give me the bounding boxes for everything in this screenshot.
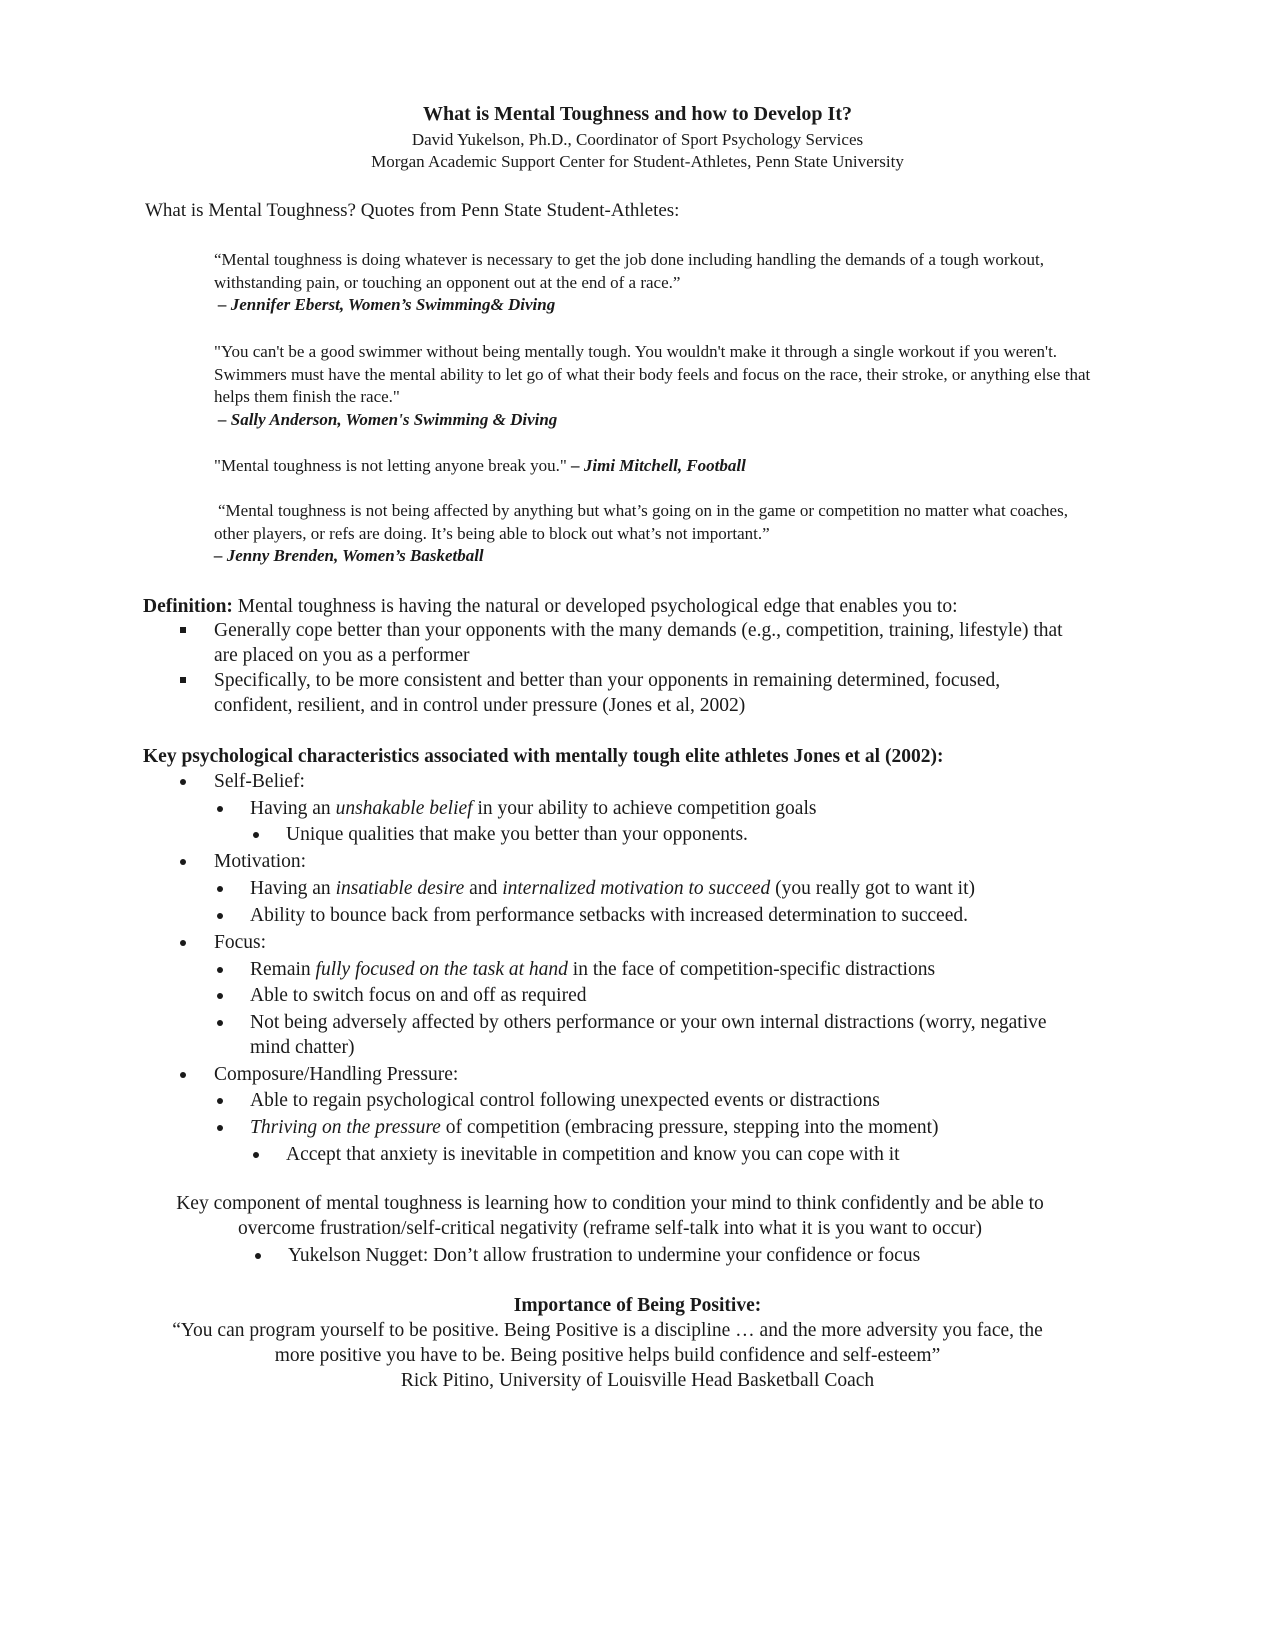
definition (143, 594, 1143, 619)
bullet-icon (217, 806, 223, 812)
bullet-icon (217, 1098, 223, 1104)
composure-sub-1: Accept that anxiety is inevitable in competition and know you can cope with it (286, 1144, 900, 1165)
yukelson-nugget: Yukelson Nugget: Don’t allow frustration to undermine your confidence or focus (288, 1245, 921, 1266)
quote-attribution: – Jenny Brenden, Women’s Basketball (214, 546, 484, 565)
bullet-icon (217, 886, 223, 892)
focus-item-3: Not being adversely affected by others performance or your own internal distractions (worry, negative mind chatter) (250, 1012, 1047, 1058)
square-bullet-icon (180, 627, 186, 633)
motivation-item-1: Having an insatiable desire and internalized motivation to succeed (you really got to want it) (250, 878, 975, 899)
focus-label: Focus: (214, 932, 267, 953)
bullet-icon (217, 1020, 223, 1026)
bullet-icon (217, 1125, 223, 1131)
positive-heading: Importance of Being Positive: (513, 1295, 762, 1316)
quotes-heading: What is Mental Toughness? Quotes from Penn State Student-Athletes: (145, 200, 680, 221)
definition-bullet-1: Generally cope better than your opponents with the many demands (e.g., competition, training, lifestyle) that are placed on you as a performer (214, 620, 1063, 666)
positive-attribution: Rick Pitino, University of Louisville Head Basketball Coach (400, 1370, 875, 1391)
quote-3 (214, 455, 1094, 478)
quote-attribution: – Jennifer Eberst, Women’s Swimming& Diving (218, 295, 556, 314)
quote-1 (214, 249, 1094, 317)
definition-bullet-2: Specifically, to be more consistent and better than your opponents in remaining determined, focused, confident, resilient, and in control under pressure (Jones et al, 2002) (214, 670, 1001, 716)
bullet-icon (217, 993, 223, 999)
self-belief-label: Self-Belief: (214, 771, 305, 792)
characteristics-heading: Key psychological characteristics associated with mentally tough elite athletes Jones et al (2002): (143, 746, 944, 767)
self-belief-sub-1: Unique qualities that make you better than your opponents. (286, 824, 748, 845)
bullet-icon (253, 832, 259, 838)
quote-text: "You can't be a good swimmer without being mentally tough. You wouldn't make it through a single workout if you weren't. Swimmers must have the mental ability to let go of what their body feels and focus on the race, their stroke, or anything else that helps them finish the race." (214, 342, 1091, 406)
key-component-text: Key component of mental toughness is learning how to condition your mind to think confidently and be able to overcome frustration/self-critical negativity (reframe self-talk into what it is you want to occur) (176, 1193, 1044, 1239)
composure-item-1: Able to regain psychological control following unexpected events or distractions (250, 1090, 880, 1111)
square-bullet-icon (180, 677, 186, 683)
bullet-icon (253, 1152, 259, 1158)
composure-label: Composure/Handling Pressure: (214, 1064, 459, 1085)
bullet-icon (255, 1253, 261, 1259)
definition-text: Mental toughness is having the natural or developed psychological edge that enables you to: (232, 596, 958, 617)
quote-text: “Mental toughness is doing whatever is necessary to get the job done including handling the demands of a tough workout, withstanding pain, or touching an opponent out at the end of a race.” (214, 250, 1044, 292)
affiliation-line: Morgan Academic Support Center for Student-Athletes, Penn State University (371, 152, 904, 171)
motivation-label: Motivation: (214, 851, 307, 872)
quote-attribution: – Sally Anderson, Women's Swimming & Diving (218, 409, 558, 429)
bullet-icon (180, 779, 186, 785)
quote-text: “Mental toughness is not being affected by anything but what’s going on in the game or competition no matter what coaches, other players, or refs are doing. It’s being able to block out what’s not important.” (214, 501, 1068, 543)
self-belief-item-1: Having an unshakable belief in your ability to achieve competition goals (250, 798, 817, 819)
quote-4 (214, 500, 1094, 568)
page-title: What is Mental Toughness and how to Develop It? (423, 103, 852, 125)
focus-item-1: Remain fully focused on the task at hand in the face of competition-specific distractions (250, 959, 936, 980)
bullet-icon (180, 940, 186, 946)
composure-item-2: Thriving on the pressure of competition (embracing pressure, stepping into the moment) (250, 1117, 939, 1138)
bullet-icon (217, 913, 223, 919)
bullet-icon (217, 967, 223, 973)
author-line: David Yukelson, Ph.D., Coordinator of Sport Psychology Services (411, 130, 864, 149)
quote-text: "Mental toughness is not letting anyone break you." (214, 456, 572, 475)
quote-attribution: – Jimi Mitchell, Football (571, 456, 746, 475)
definition-label: Definition: (143, 596, 233, 617)
motivation-item-2: Ability to bounce back from performance setbacks with increased determination to succeed. (250, 905, 968, 926)
bullet-icon (180, 1072, 186, 1078)
quote-2 (214, 341, 1094, 431)
focus-item-2: Able to switch focus on and off as required (250, 985, 587, 1006)
bullet-icon (180, 859, 186, 865)
positive-quote: “You can program yourself to be positive. Being Positive is a discipline … and the more adversity you face, the more positive you have to be. Being positive helps build confidence and self-esteem” (172, 1320, 1043, 1366)
